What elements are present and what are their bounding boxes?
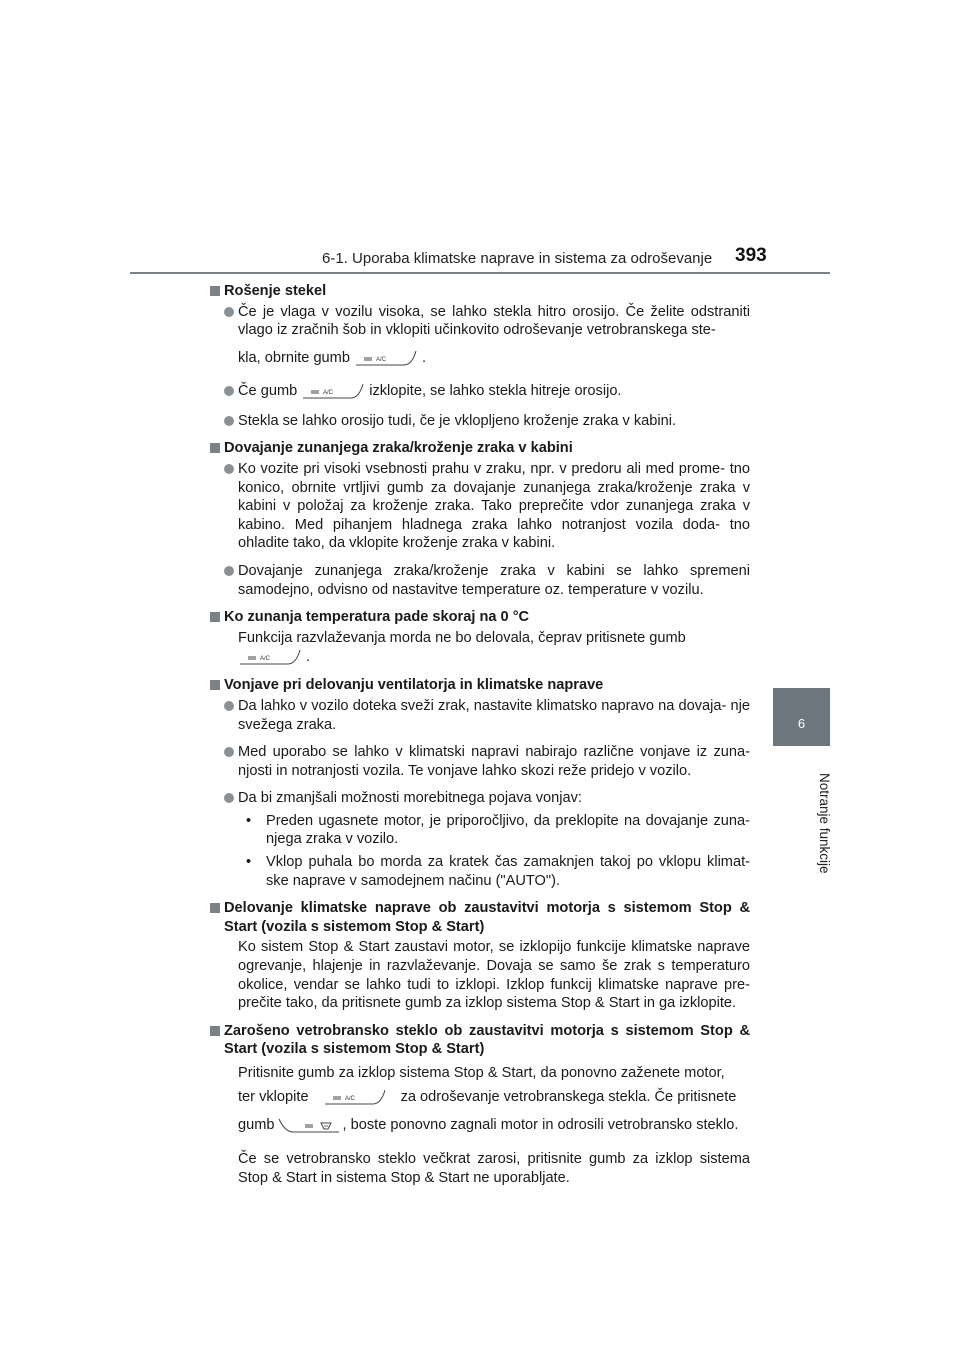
section-title: Ko zunanja temperatura pade skoraj na 0 °C	[210, 608, 750, 627]
section-stop-start-ac	[210, 899, 750, 1013]
list-item: Da lahko v vozilo doteka sveži zrak, nastavite klimatsko napravo na dovaja- nje svežega zraka.	[210, 697, 750, 734]
page-number: 393	[735, 245, 767, 266]
list-item: Dovajanje zunanjega zraka/kroženje zraka v kabini se lahko spremeni samodejno, odvisno od nastavitve temperature oz. temperature v vozilu.	[210, 562, 750, 599]
header-title: 6-1. Uporaba klimatske naprave in sistema za odroševanje	[322, 250, 713, 267]
section-air-intake	[210, 439, 750, 599]
section-title: Vonjave pri delovanju ventilatorja in klimatske naprave	[210, 676, 750, 695]
ac-button-icon	[301, 381, 365, 401]
list-item: Stekla se lahko orosijo tudi, če je vklopljeno kroženje zraka v kabini.	[210, 412, 750, 431]
round-bullet-icon	[224, 701, 234, 711]
svg-text:A/C: A/C	[344, 1096, 355, 1103]
section-title: Delovanje klimatske naprave ob zaustavitvi motorja s sistemom Stop & Start (vozila s sistemom Stop & Start)	[210, 899, 750, 936]
chapter-label: Notranje funkcije	[817, 772, 832, 874]
page-content	[210, 282, 750, 1196]
round-bullet-icon	[224, 416, 234, 426]
paragraph: Če se vetrobransko steklo večkrat zarosi, pritisnite gumb za izklop sistema Stop & Start in sistema Stop & Start ne uporabljate.	[238, 1151, 750, 1186]
square-bullet-icon	[210, 1026, 220, 1036]
list-item: Če gumb A/C izklopite, se lahko stekla hitreje orosijo.	[210, 379, 750, 403]
square-bullet-icon	[210, 680, 220, 690]
svg-text:A/C: A/C	[323, 389, 334, 396]
list-item: Da bi zmanjšali možnosti morebitnega pojava vonjav:	[210, 789, 750, 808]
section-fogging	[210, 282, 750, 430]
section-title: Rošenje stekel	[210, 282, 750, 301]
svg-text:A/C: A/C	[260, 656, 271, 663]
paragraph: Ko sistem Stop & Start zaustavi motor, se izklopijo funkcije klimatske naprave ogrevanje, hlajenje in razvlaževanje. Dovaja se samo še zrak s temperaturo okolice, vendar se lahko tudi to izklopi. Izklop funkcij klimatske naprave pre- prečite tako, da pritisnete gumb za izklop sistema Stop & Start in ga izklopite.	[238, 939, 750, 1012]
round-bullet-icon	[224, 793, 234, 803]
ac-button-icon	[238, 647, 302, 667]
section-stop-start-fogging	[210, 1022, 750, 1188]
square-bullet-icon	[210, 443, 220, 453]
section-title: Dovajanje zunanjega zraka/kroženje zraka v kabini	[210, 439, 750, 458]
round-bullet-icon	[224, 464, 234, 474]
section-title: Zarošeno vetrobransko steklo ob zaustavitvi motorja s sistemom Stop & Start (vozila s sistemom Stop & Start)	[210, 1022, 750, 1059]
ac-button-icon	[354, 348, 418, 368]
windshield-defogger-button-icon	[277, 1115, 341, 1135]
square-bullet-icon	[210, 903, 220, 913]
section-odors	[210, 676, 750, 890]
list-item: Ko vozite pri visoki vsebnosti prahu v zraku, npr. v predoru ali med prome- tno konico, obrnite vrtljivi gumb za dovajanje zunanjega zraka/kroženje zraka v kabini v položaj za kroženje zraka. Tako preprečite vdor zunanjega zraka v kabino. Med pihanjem hladnega zraka lahko notranjost vozila doda- tno ohladite tako, da vklopite kroženje zraka v kabini.	[210, 460, 750, 553]
sub-list	[210, 812, 750, 890]
paragraph: Funkcija razvlaževanja morda ne bo delovala, čeprav pritisnete gumb A/C .	[210, 629, 750, 668]
square-bullet-icon	[210, 286, 220, 296]
section-low-temperature	[210, 608, 750, 667]
list-item: Med uporabo se lahko v klimatski napravi nabirajo različne vonjave iz zuna- njosti in notranjosti vozila. Te vonjave lahko skozi reže pridejo v vozilo.	[210, 743, 750, 780]
chapter-tab	[773, 688, 830, 746]
ac-button-icon	[323, 1087, 387, 1107]
chapter-number: 6	[797, 716, 806, 731]
svg-text:A/C: A/C	[375, 356, 386, 363]
round-bullet-icon	[224, 307, 234, 317]
round-bullet-icon	[224, 566, 234, 576]
round-bullet-icon	[224, 386, 234, 396]
square-bullet-icon	[210, 612, 220, 622]
paragraph: Pritisnite gumb za izklop sistema Stop & Start, da ponovno zaženete motor, ter vklopite A/C za odroševanje vetrobranskega stekla. Če pritisnete gumb , boste ponovno zagnali motor in odrosili vetrobransko steklo.	[210, 1061, 750, 1141]
round-bullet-icon	[224, 747, 234, 757]
header-divider	[130, 272, 830, 274]
sub-list-item: • Preden ugasnete motor, je priporočljivo, da preklopite na dovajanje zuna- njega zraka v vozilo.	[246, 812, 750, 848]
list-item: Če je vlaga v vozilu visoka, se lahko stekla hitro orosijo. Če želite odstraniti vlago iz zračnih šob in vklopiti učinkovito odroševanje vetrobranskega ste- kla, obrnite gumb A/C .	[210, 303, 750, 370]
sub-list-item: • Vklop puhala bo morda za kratek čas zamaknjen takoj po vklopu klimat- ske naprave v samodejnem načinu ("AUTO").	[246, 854, 750, 889]
